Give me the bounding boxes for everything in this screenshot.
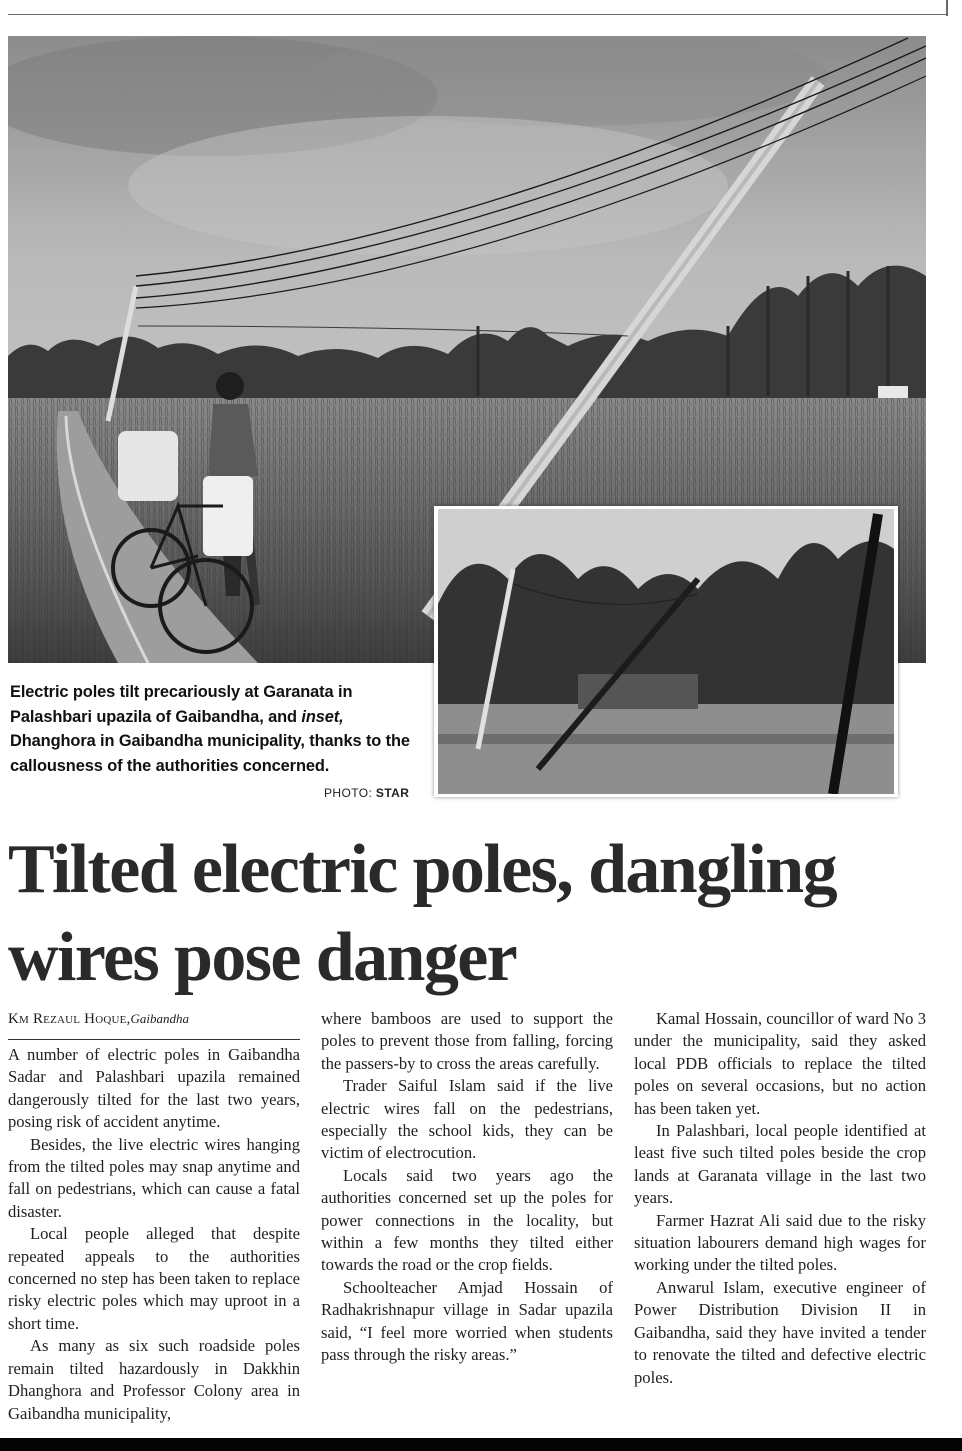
byline-rule — [8, 1039, 300, 1040]
inset-photo — [434, 506, 898, 797]
article-paragraph: As many as six such roadside poles remain tilted hazardously in Dakkhin Dhanghora and Professor Colony area in Gaibandha municipality, — [8, 1336, 300, 1423]
top-rule — [8, 14, 948, 15]
right-edge-mark — [946, 0, 948, 16]
bottom-edge — [0, 1438, 962, 1451]
article-paragraph: Anwarul Islam, executive engineer of Power Distribution Division II in Gaibandha, said they have invited a tender to renovate the tilted and defective electric poles. — [634, 1277, 926, 1387]
caption-text-part1: Electric poles tilt precariously at Garanata in Palashbari upazila of Gaibandha, and — [10, 683, 353, 726]
article-paragraph: Kamal Hossain, councillor of ward No 3 under the municipality, said they asked local PDB officials to replace the tilted poles on several occasions, but no action has been taken yet. — [634, 1009, 926, 1118]
headline: Tilted electric poles, dangling wires pose danger — [8, 831, 836, 996]
article-paragraph: Locals said two years ago the authorities concerned set up the poles for power connections in the locality, but within a few months they tilted either towards the road or the crop fields. — [321, 1165, 613, 1275]
inset-photo-illustration — [438, 509, 894, 794]
photo-credit-label: PHOTO: — [324, 786, 376, 800]
byline — [8, 1011, 300, 1028]
article-paragraph: where bamboos are used to support the poles to prevent those from falling, forcing the passers-by to cross the areas carefully. — [321, 1009, 613, 1073]
byline-location: Gaibandha — [130, 1011, 189, 1026]
article-paragraph: Besides, the live electric wires hanging from the tilted poles may snap anytime and fall on pedestrians, which can cause a fatal disaster. — [8, 1134, 300, 1221]
article-paragraph: A number of electric poles in Gaibandha Sadar and Palashbari upazila remained dangerously tilted for the last two years, posing risk of accident anytime. — [8, 1045, 300, 1132]
byline-author: Km Rezaul Hoque, — [8, 1011, 131, 1027]
photo-credit — [324, 786, 409, 800]
article-column-1 — [8, 1044, 300, 1425]
photo-credit-source: STAR — [375, 786, 410, 800]
photo-caption — [10, 680, 415, 778]
article-paragraph: Local people alleged that despite repeated appeals to the authorities concerned no step has been taken to replace risky electric poles which may uproot in a short time. — [8, 1224, 300, 1333]
caption-inset-word: inset, — [301, 707, 344, 726]
article-paragraph: Schoolteacher Amjad Hossain of Radhakrishnapur village in Sadar upazila said, “I feel more worried when students pass through the risky areas.” — [321, 1277, 613, 1365]
caption-text-part2: Dhanghora in Gaibandha municipality, thanks to the callousness of the authorities concerned. — [10, 732, 410, 775]
article-paragraph: In Palashbari, local people identified at least five such tilted poles beside the crop lands at Garanata village in the last two years. — [634, 1121, 926, 1208]
article-paragraph: Trader Saiful Islam said if the live electric wires fall on the pedestrians, especially the school kids, they can be victim of electrocution. — [321, 1076, 613, 1163]
article-paragraph: Farmer Hazrat Ali said due to the risky situation labourers demand high wages for working under the tilted poles. — [634, 1210, 926, 1275]
article-column-2 — [321, 1008, 613, 1367]
article-column-3 — [634, 1008, 926, 1389]
